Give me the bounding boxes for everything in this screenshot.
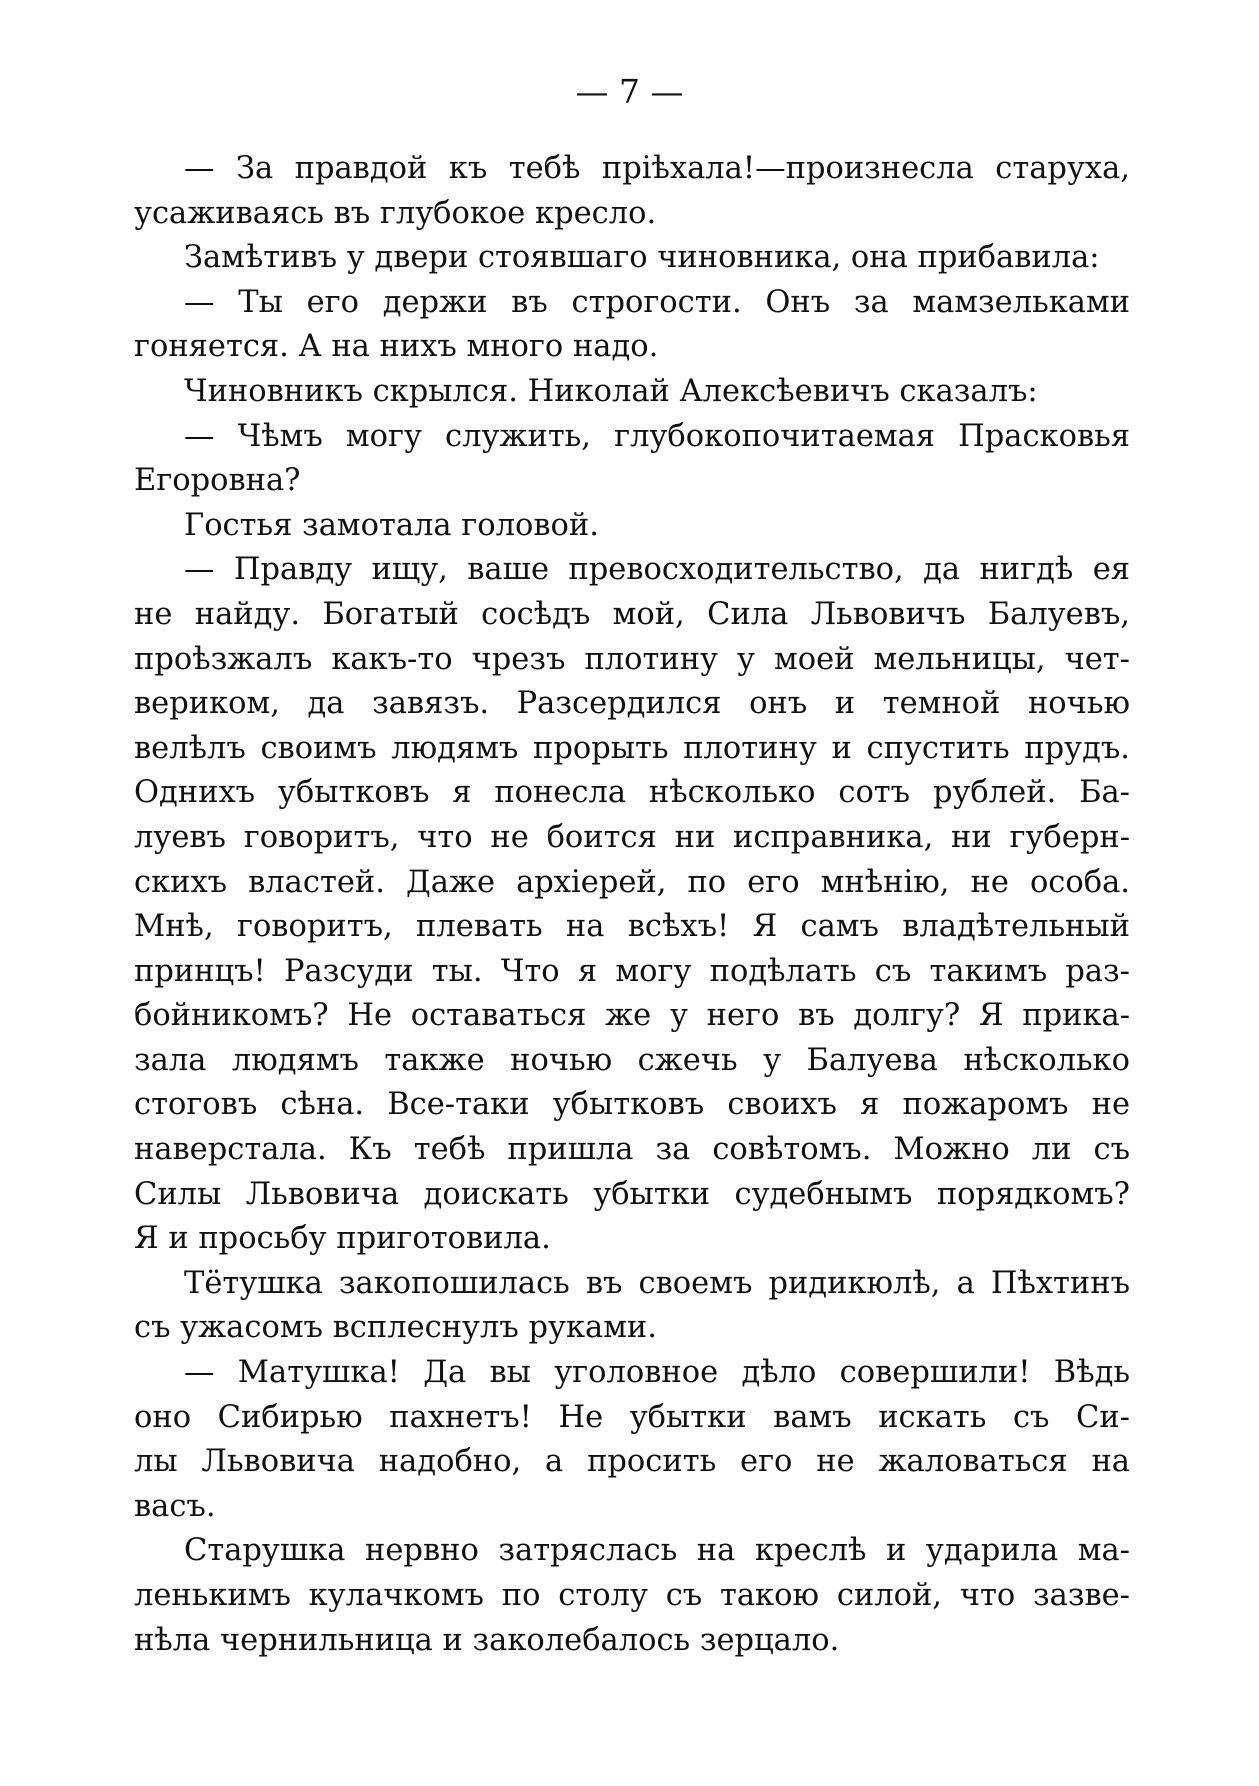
text-line: — Правду ищу, ваше превосходительство, да нигдѣ ея	[184, 552, 1130, 588]
paragraph	[134, 281, 1130, 370]
text-line: гоняется. А на нихъ много надо.	[134, 329, 659, 365]
text-line: нѣла чернильница и заколебалось зерцало.	[134, 1622, 840, 1658]
text-line: луевъ говоритъ, что не боится ни исправника, ни губерн-	[134, 819, 1130, 855]
text-line: велѣлъ своимъ людямъ прорыть плотину и спустить прудъ.	[134, 730, 1130, 766]
text-line: Однихъ убытковъ я понесла нѣсколько сотъ рублей. Ба-	[134, 775, 1130, 811]
page-number: — 7 —	[575, 72, 684, 111]
text-line: ленькимъ кулачкомъ по столу съ такою силой, что зазве-	[134, 1578, 1130, 1613]
text-line: съ ужасомъ всплеснулъ руками.	[134, 1310, 657, 1346]
paragraph	[134, 1262, 1130, 1351]
text-line: Старушка нервно затряслась на креслѣ и ударила ма-	[184, 1533, 1130, 1569]
paragraph	[134, 1351, 1130, 1529]
text-line: Силы Львовича доискать убытки судебнымъ порядкомъ?	[134, 1176, 1130, 1212]
text-line: бойникомъ? Не оставаться же у него въ долгу? Я прика-	[134, 998, 1130, 1034]
paragraph	[134, 504, 1130, 549]
text-line: Чиновникъ скрылся. Николай Алексѣевичъ сказалъ:	[184, 373, 1038, 409]
paragraph	[134, 370, 1130, 415]
text-line: стоговъ сѣна. Все-таки убытковъ своихъ я пожаромъ не	[134, 1087, 1130, 1123]
text-line: Я и просьбу приготовила.	[134, 1221, 551, 1257]
paragraph	[134, 415, 1130, 504]
text-line: Тётушка закопошилась въ своемъ ридикюлѣ, а Пѣхтинъ	[184, 1265, 1130, 1301]
text-line: проѣзжалъ какъ-то чрезъ плотину у моей мельницы, чет-	[134, 641, 1130, 677]
text-line: скихъ властей. Даже архіерей, по его мнѣнію, не особа.	[134, 864, 1130, 900]
text-line: Замѣтивъ у двери стоявшаго чиновника, она прибавила:	[184, 240, 1100, 276]
text-line: Егоровна?	[134, 463, 301, 499]
text-line: — За правдой къ тебѣ пріѣхала!—произнесла старуха,	[184, 151, 1130, 186]
text-line: Мнѣ, говоритъ, плевать на всѣхъ! Я самъ владѣтельный	[134, 909, 1130, 945]
text-line: не найду. Богатый сосѣдъ мой, Сила Львовичъ Балуевъ,	[134, 596, 1130, 632]
text-line: — Чѣмъ могу служить, глубокопочитаемая Прасковья	[184, 418, 1130, 454]
body-text	[134, 147, 1130, 1663]
paragraph	[134, 548, 1130, 1262]
text-line: зала людямъ также ночью сжечь у Балуева нѣсколько	[134, 1042, 1130, 1078]
text-line: Гостья замотала головой.	[184, 507, 599, 543]
paragraph	[134, 236, 1130, 281]
text-line: — Ты его держи въ строгости. Онъ за мамзельками	[184, 284, 1130, 320]
text-line: — Матушка! Да вы уголовное дѣло совершили! Вѣдь	[184, 1355, 1130, 1391]
text-line: принцъ! Разсуди ты. Что я могу подѣлать съ такимъ раз-	[134, 953, 1130, 989]
text-line: наверстала. Къ тебѣ пришла за совѣтомъ. Можно ли съ	[134, 1132, 1130, 1168]
text-line: васъ.	[134, 1488, 216, 1524]
paragraph	[134, 1529, 1130, 1663]
paragraph	[134, 147, 1130, 236]
text-line: оно Сибирью пахнетъ! Не убытки вамъ искать съ Си-	[134, 1399, 1130, 1435]
text-line: вериком, да завязъ. Разсердился онъ и темной ночью	[134, 686, 1130, 722]
text-line: усаживаясь въ глубокое кресло.	[134, 195, 657, 231]
text-line: лы Львовича надобно, а просить его не жаловаться на	[134, 1444, 1130, 1480]
